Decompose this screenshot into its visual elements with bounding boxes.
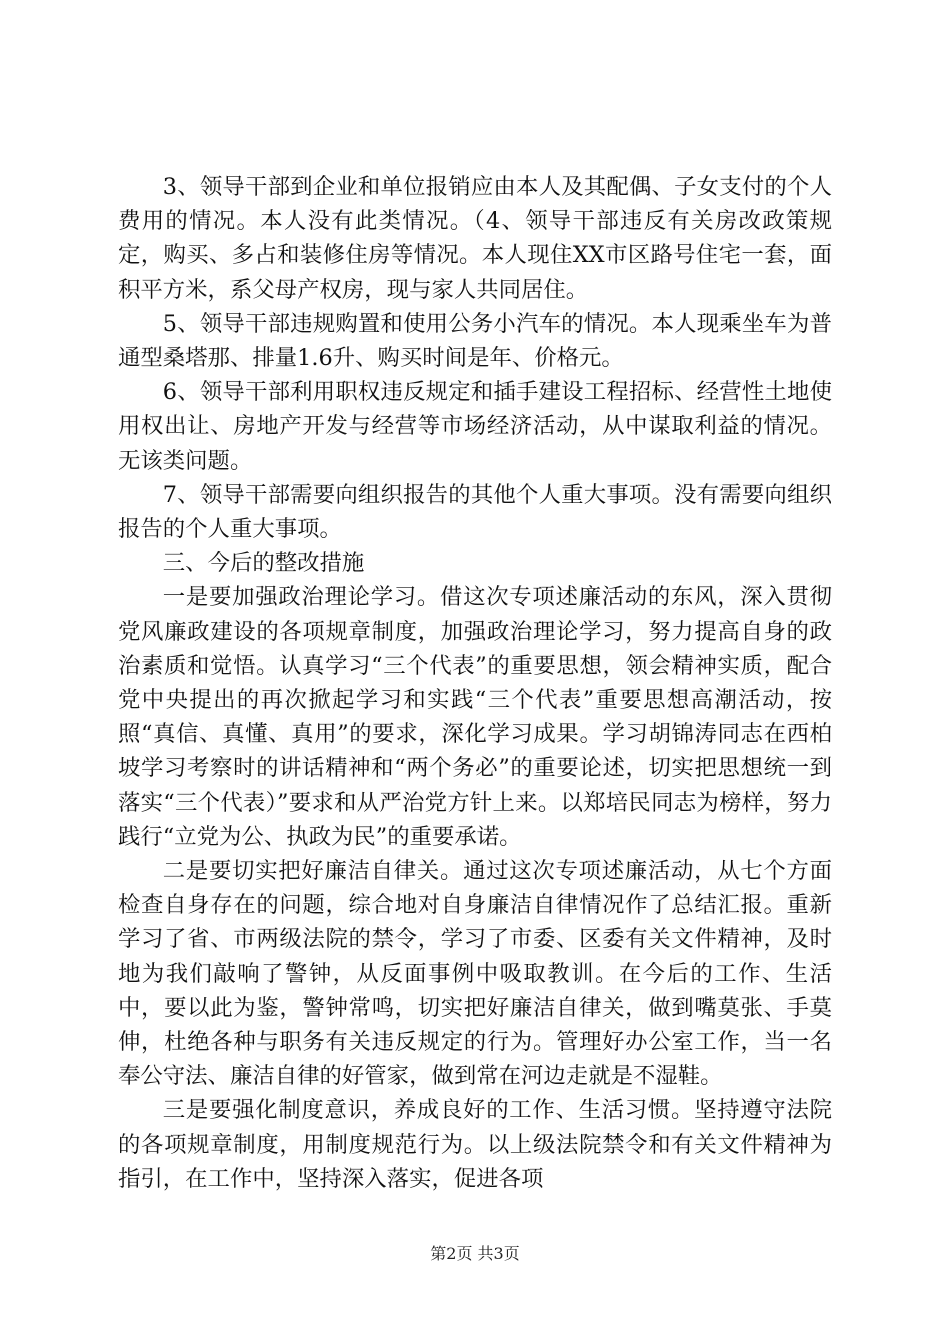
page-footer: 第2页 共3页 bbox=[430, 1244, 520, 1263]
section-heading: 三、今后的整改措施 bbox=[162, 550, 365, 577]
paragraph-item-6: 6、领导干部利用职权违反规定和插手建设工程招标、经营性土地使用权出让、房地产开发与经营等市场经济活动，从中谋取利益的情况。无该类问题。 bbox=[118, 379, 832, 474]
paragraph-item-3: 3、领导干部到企业和单位报销应由本人及其配偶、子女支付的个人费用的情况。本人没有此类情况。（4、领导干部违反有关房改政策规定，购买、多占和装修住房等情况。本人现住XX市区路号住宅一套，面积平方米，系父母产权房，现与家人共同居住。 bbox=[118, 174, 832, 303]
paragraph-measure-1: 一是要加强政治理论学习。借这次专项述廉活动的东风，深入贯彻党风廉政建设的各项规章制度，加强政治理论学习，努力提高自身的政治素质和觉悟。认真学习“三个代表”的重要思想，领会精神实质，配合党中央提出的再次掀起学习和实践“三个代表”重要思想高潮活动，按照“真信、真懂、真用”的要求，深化学习成果。学习胡锦涛同志在西柏坡学习考察时的讲话精神和“两个务必”的重要论述，切实把思想统一到落实“三个代表）”要求和从严治党方针上来。以郑培民同志为榜样，努力践行“立党为公、执政为民”的重要承诺。 bbox=[118, 584, 832, 850]
paragraph-measure-3: 三是要强化制度意识，养成良好的工作、生活习惯。坚持遵守法院的各项规章制度，用制度规范行为。以上级法院禁令和有关文件精神为指引，在工作中，坚持深入落实，促进各项 bbox=[118, 1097, 832, 1192]
paragraph-measure-2: 二是要切实把好廉洁自律关。通过这次专项述廉活动，从七个方面检查自身存在的问题，综合地对自身廉洁自律情况作了总结汇报。重新学习了省、市两级法院的禁令，学习了市委、区委有关文件精神，及时地为我们敲响了警钟，从反面事例中吸取教训。在今后的工作、生活中，要以此为鉴，警钟常鸣，切实把好廉洁自律关，做到嘴莫张、手莫伸，杜绝各种与职务有关违反规定的行为。管理好办公室工作，当一名奉公守法、廉洁自律的好管家，做到常在河边走就是不湿鞋。 bbox=[118, 858, 832, 1090]
document-body bbox=[118, 170, 832, 1196]
paragraph-item-7: 7、领导干部需要向组织报告的其他个人重大事项。没有需要向组织报告的个人重大事项。 bbox=[118, 481, 832, 543]
paragraph-item-5: 5、领导干部违规购置和使用公务小汽车的情况。本人现乘坐车为普通型桑塔那、排量1.6升、购买时间是年、价格元。 bbox=[118, 310, 832, 372]
